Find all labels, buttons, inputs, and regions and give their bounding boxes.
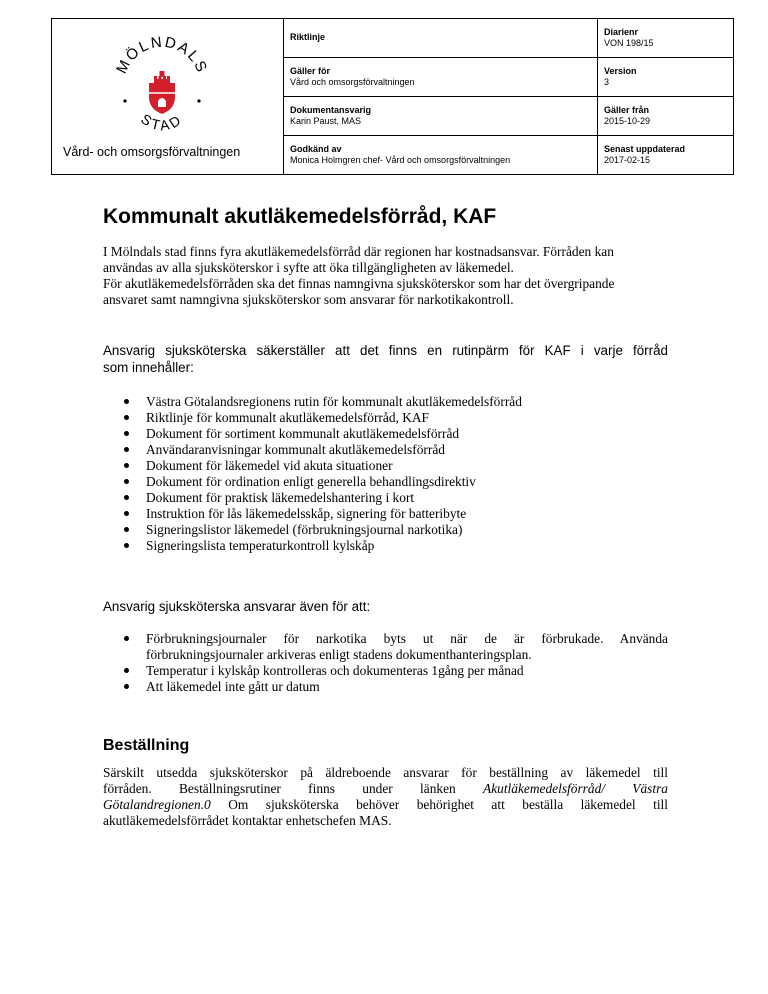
intro-line: användas av alla sjuksköterskor i syfte att öka tillgängligheten av läkemedel. — [103, 260, 514, 275]
list-item: Användaranvisningar kommunalt akutläkemedelsförråd — [103, 442, 668, 458]
diarienr-cell — [598, 19, 734, 58]
department-name: Vård- och omsorgsförvaltningen — [63, 145, 241, 159]
applies-to-value: Vård och omsorgsförvaltningen — [290, 77, 415, 87]
bullet-icon — [124, 495, 129, 500]
valid-from-label: Gäller från — [604, 105, 650, 115]
ordering-line: akutläkemedelsförrådet kontaktar enhetschefen MAS. — [103, 813, 392, 828]
section1-lead-line: Ansvarig sjuksköterska säkerställer att det finns en rutinpärm för KAF i varje förråd — [103, 343, 668, 358]
ordering-link[interactable]: Götalandregionen.0 — [103, 797, 211, 812]
version-label: Version — [604, 66, 637, 76]
applies-to-cell — [284, 58, 598, 97]
ordering-heading: Beställning — [103, 737, 190, 754]
section2-lead: Ansvarig sjuksköterska ansvarar även för att: — [103, 599, 371, 614]
valid-from-value: 2015-10-29 — [604, 116, 651, 126]
version-cell — [598, 58, 734, 97]
intro-line: I Mölndals stad finns fyra akutläkemedelsförråd där regionen har kostnadsansvar. Förråden kan — [103, 244, 614, 259]
bullet-icon — [124, 431, 129, 436]
section1-lead-line: som innehåller: — [103, 360, 194, 375]
diarienr-value: VON 198/15 — [604, 38, 654, 48]
bullet-icon — [124, 543, 129, 548]
intro-line: För akutläkemedelsförråden ska det finnas namngivna sjuksköterskor som har det övergripande — [103, 276, 615, 291]
list-item: Dokument för ordination enligt generella behandlingsdirektiv — [103, 474, 668, 490]
intro-paragraph — [103, 244, 668, 308]
ordering-link[interactable]: Akutläkemedelsförråd/ — [483, 781, 605, 796]
bullet-icon — [124, 684, 129, 689]
approved-by-cell — [284, 136, 598, 175]
document-type-cell — [284, 19, 598, 58]
list-item: Att läkemedel inte gått ur datum — [103, 679, 668, 695]
last-updated-cell — [598, 136, 734, 175]
list-item: Temperatur i kylskåp kontrolleras och dokumenteras 1gång per månad — [103, 663, 668, 679]
logo-top-text: MÖLNDALS — [113, 33, 211, 77]
approved-by-label: Godkänd av — [290, 144, 342, 154]
ordering-line: Särskilt utsedda sjuksköterskor på äldreboende ansvarar för beställning av läkemedel till — [103, 765, 668, 780]
section1-lead — [103, 342, 668, 376]
list-item: Signeringslistor läkemedel (förbrukningsjournal narkotika) — [103, 522, 668, 538]
list-item: Dokument för sortiment kommunalt akutläkemedelsförråd — [103, 426, 668, 442]
document-header-table — [51, 18, 734, 175]
bullet-icon — [124, 668, 129, 673]
bullet-icon — [124, 399, 129, 404]
list-item: Dokument för läkemedel vid akuta situationer — [103, 458, 668, 474]
svg-text:MÖLNDALS — [113, 34, 211, 77]
version-value: 3 — [604, 77, 610, 87]
list-item: Västra Götalandsregionens rutin för kommunalt akutläkemedelsförråd — [103, 394, 668, 410]
diarienr-label: Diarienr — [604, 27, 639, 37]
binder-contents-list — [103, 394, 668, 554]
list-item: Instruktion för lås läkemedelsskåp, signering för batteribyte — [103, 506, 668, 522]
list-item: Dokument för praktisk läkemedelshantering i kort — [103, 490, 668, 506]
bullet-icon — [124, 463, 129, 468]
bullet-icon — [124, 415, 129, 420]
document-owner-label: Dokumentansvarig — [290, 105, 372, 115]
document-type-label: Riktlinje — [290, 32, 326, 42]
ordering-line: Götalandregionen.0 Om sjuksköterska behöver behörighet att beställa läkemedel till — [103, 797, 668, 812]
bullet-icon — [124, 479, 129, 484]
logo-bottom-text: STAD — [138, 110, 186, 134]
intro-line: ansvaret samt namngivna sjuksköterskor som ansvarar för narkotikakontroll. — [103, 292, 514, 307]
ordering-paragraph — [103, 765, 668, 829]
list-item: Förbrukningsjournaler för narkotika byts ut när de är förbrukade. Använda förbrukningsjournaler arkiveras enligt stadens dokumenthanteringsplan. — [103, 631, 668, 663]
bullet-icon — [124, 636, 129, 641]
list-item: Signeringslista temperaturkontroll kylskåp — [103, 538, 668, 554]
valid-from-cell — [598, 97, 734, 136]
responsibilities-list — [103, 631, 668, 695]
page-title: Kommunalt akutläkemedelsförråd, KAF — [103, 205, 497, 228]
bullet-icon — [124, 511, 129, 516]
last-updated-label: Senast uppdaterad — [604, 144, 686, 154]
ordering-line: förråden. Beställningsrutiner finns under länken Akutläkemedelsförråd/ Västra — [103, 781, 668, 796]
document-owner-value: Karin Paust, MAS — [290, 116, 362, 126]
last-updated-value: 2017-02-15 — [604, 155, 651, 165]
bullet-icon — [124, 447, 129, 452]
logo-cell — [52, 19, 284, 175]
molndals-stad-logo — [102, 23, 222, 143]
document-owner-cell — [284, 97, 598, 136]
list-item: Riktlinje för kommunalt akutläkemedelsförråd, KAF — [103, 410, 668, 426]
applies-to-label: Gäller för — [290, 66, 331, 76]
ordering-link[interactable]: Västra — [632, 781, 668, 796]
bullet-icon — [124, 527, 129, 532]
approved-by-value: Monica Holmgren chef- Vård och omsorgsförvaltningen — [290, 155, 511, 165]
